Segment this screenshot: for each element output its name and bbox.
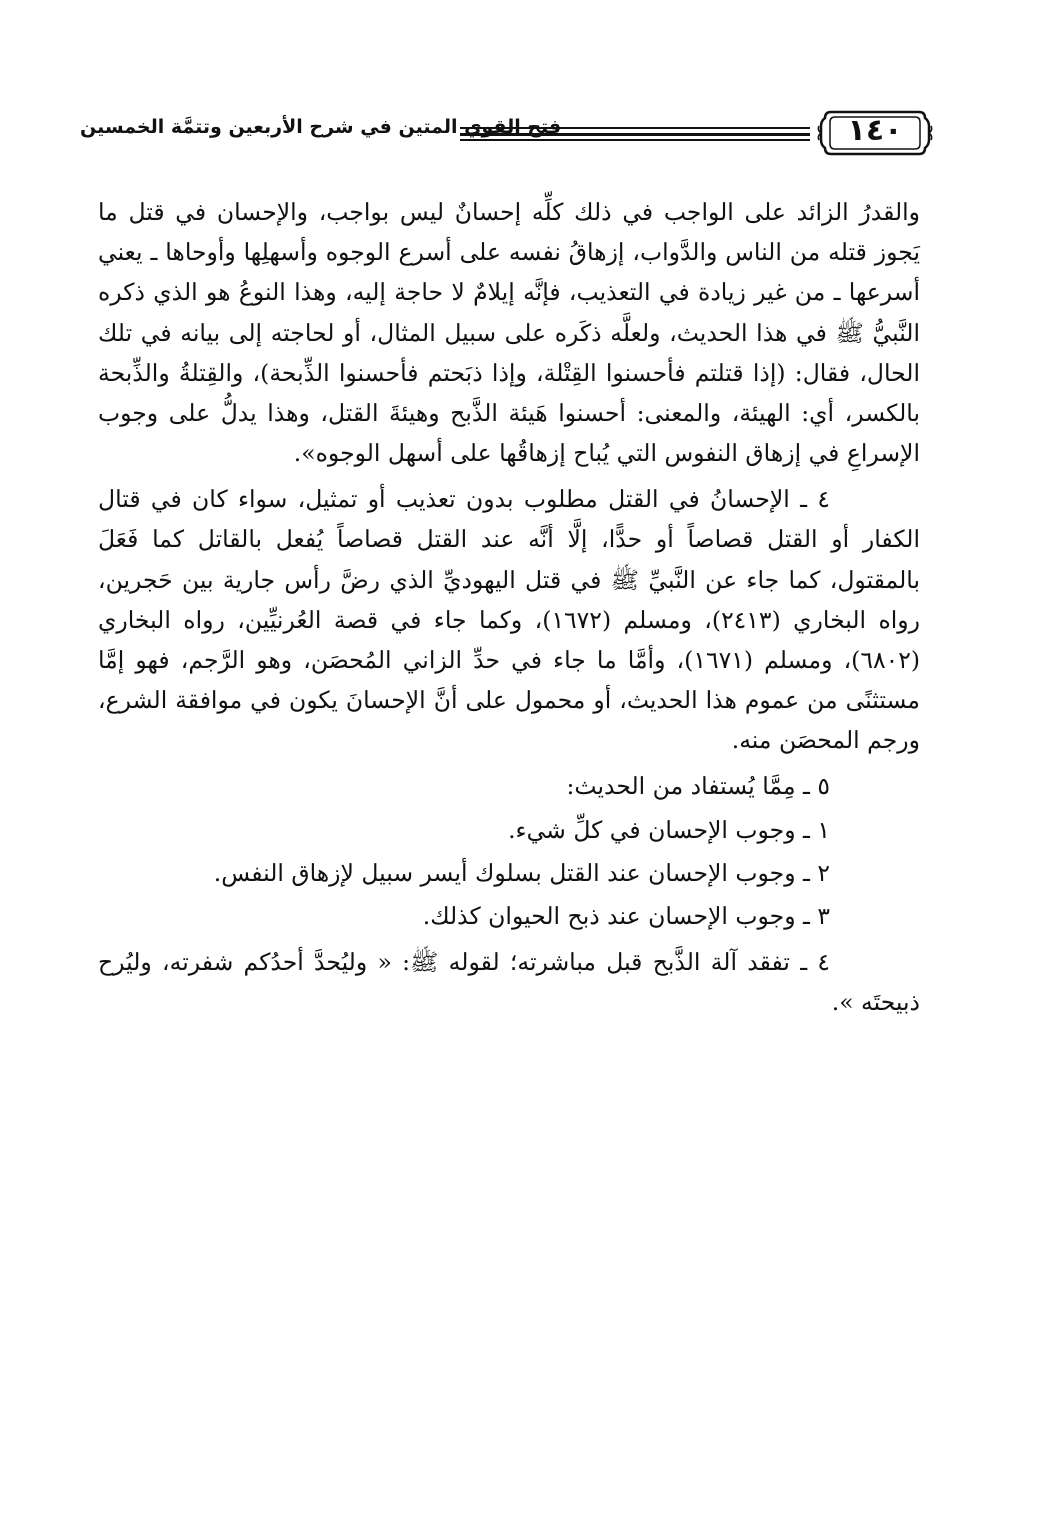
running-title: فتح القوي المتين في شرح الأربعين وتتمَّة الخمسين	[80, 116, 562, 138]
paragraph: والقدرُ الزائد على الواجب في ذلك كلِّه إحسانٌ ليس بواجب، والإحسان في قتل ما يَجوز قتله من الناس والدَّواب، إزهاقُ نفسه على أسرع الوجوه وأسهلِها وأوحاها ـ يعني أسرعها ـ من غير زيادة في التعذيب، فإنَّه إيلامٌ لا حاجة إليه، وهذا النوعُ هو الذي ذكره النَّبيُّ ﷺ في هذا الحديث، ولعلَّه ذكَره على سبيل المثال، أو لحاجته إلى بيانه في تلك الحال، فقال: (إذا قتلتم فأحسنوا القِتْلة، وإذا ذبَحتم فأحسنوا الذِّبحة)، والقِتلةُ والذِّبحة بالكسر، أي: الهيئة، والمعنى: أحسنوا هَيئة الذَّبح وهيئةَ القتل، وهذا يدلُّ على وجوب الإسراعِ في إزهاق النفوس التي يُباح إزهاقُها على أسهل الوجوه».	[98, 198, 920, 468]
list-item: ٣ ـ وجوب الإحسان عند ذبح الحيوان كذلك.	[422, 901, 830, 930]
paragraph: ٤ ـ الإحسانُ في القتل مطلوب بدون تعذيب أو تمثيل، سواء كان في قتال الكفار أو القتل قصاصاً أو حدًّا، إلَّا أنَّه عند القتل قصاصاً يُفعل بالقاتل كما فَعَلَ بالمقتول، كما جاء عن النَّبيِّ ﷺ في قتل اليهوديِّ الذي رضَّ رأس جارية بين حَجرين، رواه البخاري (٢٤١٣)، ومسلم (١٦٧٢)، وكما جاء في قصة العُرنيِّين، رواه البخاري (٦٨٠٢)، ومسلم (١٦٧١)، وأمَّا ما جاء في حدِّ الزاني المُحصَن، وهو الرَّجم، فهو إمَّا مستثنًى من عموم هذا الحديث، أو محمول على أنَّ الإحسانَ يكون في موافقة الشرع، ورجم المحصَن منه.	[98, 485, 920, 755]
section-heading: ٥ ـ مِمَّا يُستفاد من الحديث:	[566, 772, 830, 801]
list-item: ٤ ـ تفقد آلة الذَّبح قبل مباشرته؛ لقوله ﷺ: « وليُحدَّ أحدُكم شفرته، وليُرح ذبيحتَه ».	[98, 948, 920, 1017]
page-body	[98, 192, 920, 1022]
header-rule	[460, 127, 810, 129]
header-rule	[460, 133, 810, 136]
page-number: ١٤٠	[847, 113, 903, 148]
page-number-frame	[817, 108, 933, 158]
list-item: ٢ ـ وجوب الإحسان عند القتل بسلوك أيسر سبيل لإزهاق النفس.	[213, 858, 830, 887]
header-rule	[460, 139, 810, 141]
page-header	[80, 108, 935, 160]
list-item: ١ ـ وجوب الإحسان في كلِّ شيء.	[508, 815, 830, 844]
